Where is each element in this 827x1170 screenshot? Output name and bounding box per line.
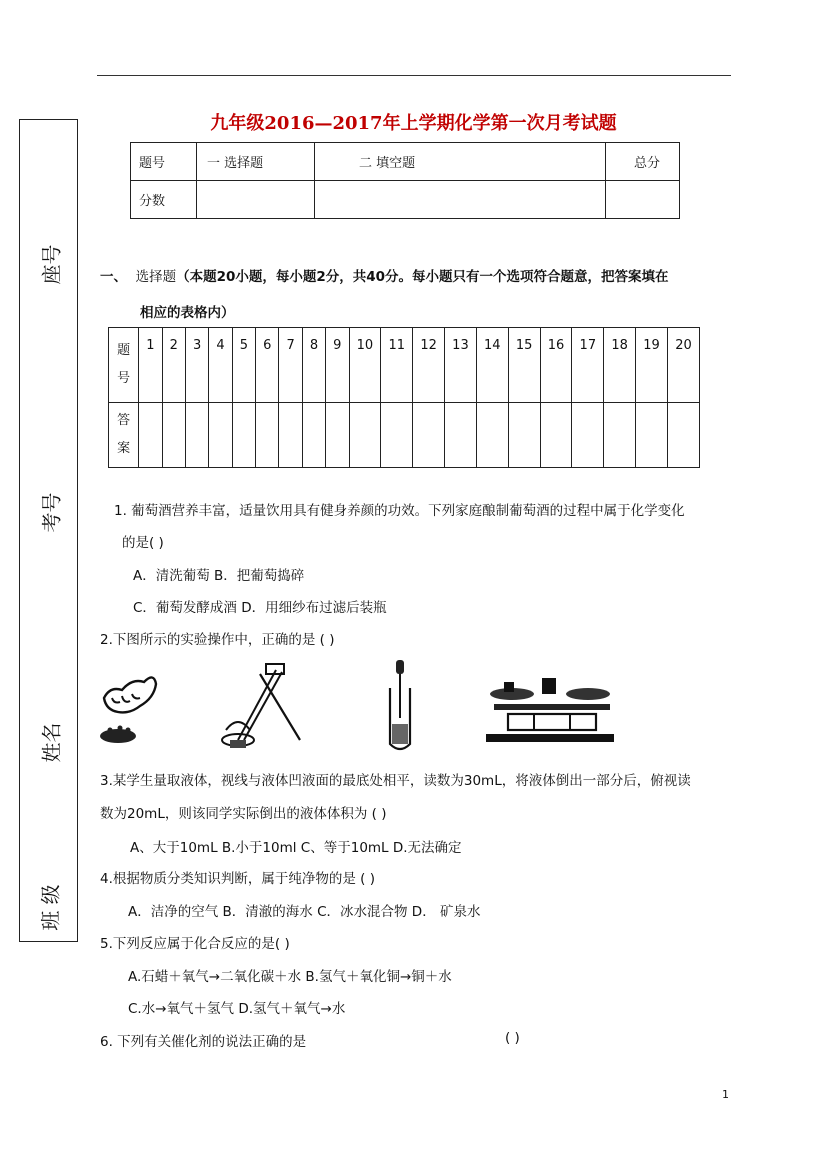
answer-input-cell[interactable] — [139, 403, 162, 468]
score-header-cell: 一 选择题 — [197, 143, 315, 181]
answer-row-label: 题 号 — [109, 328, 139, 403]
test-tube-heating-figure — [216, 660, 308, 750]
answer-input-cell[interactable] — [476, 403, 508, 468]
question-1-options-cd: C．葡萄发酵成酒 D．用细纱布过滤后装瓶 — [133, 600, 387, 616]
student-info-box — [19, 119, 78, 942]
header-rule — [97, 75, 731, 76]
question-6-answer-paren: ( ) — [505, 1030, 520, 1046]
answer-input-cell[interactable] — [185, 403, 208, 468]
answer-number-cell: 7 — [279, 328, 302, 403]
answer-input-cell[interactable] — [413, 403, 445, 468]
score-cell — [606, 181, 680, 219]
answer-number-cell: 2 — [162, 328, 185, 403]
section1-heading-line2: 相应的表格内） — [140, 305, 235, 321]
question-1-cont: 的是( ) — [122, 535, 164, 551]
answer-number-cell: 8 — [302, 328, 325, 403]
answer-number-cell: 3 — [185, 328, 208, 403]
answer-number-cell: 15 — [508, 328, 540, 403]
answer-input-cell[interactable] — [256, 403, 279, 468]
answer-input-cell[interactable] — [667, 403, 699, 468]
seat-number-label: 座号 — [39, 244, 63, 285]
answer-input-cell[interactable] — [508, 403, 540, 468]
answer-input-cell[interactable] — [445, 403, 477, 468]
question-2: 2.下图所示的实验操作中，正确的是 ( ) — [100, 632, 335, 648]
answer-number-cell: 5 — [232, 328, 255, 403]
question-3: 3.某学生量取液体，视线与液体凹液面的最底处相平，读数为30mL，将液体倒出一部分后，俯视读 — [100, 773, 691, 789]
section1-instructions: （本题20小题，每小题2分，共40分。每小题只有一个选项符合题意，把答案填在 — [176, 269, 669, 285]
answer-number-cell: 14 — [476, 328, 508, 403]
exam-number-label: 考号 — [39, 492, 63, 533]
question-5: 5.下列反应属于化合反应的是( ) — [100, 936, 290, 952]
answer-number-cell: 1 — [139, 328, 162, 403]
answer-number-cell: 12 — [413, 328, 445, 403]
answer-number-cell: 17 — [572, 328, 604, 403]
question-1: 1. 葡萄酒营养丰富，适量饮用具有健身养颜的功效。下列家庭酿制葡萄酒的过程中属于化学变化 — [114, 503, 685, 519]
answer-number-cell: 11 — [381, 328, 413, 403]
answer-number-cell: 20 — [667, 328, 699, 403]
answer-number-cell: 10 — [349, 328, 381, 403]
section1-number: 一、 — [100, 269, 127, 285]
exam-title: 九年级2016—2017年上学期化学第一次月考试题 — [210, 113, 617, 134]
page-number: 1 — [722, 1088, 729, 1101]
question-3-options: A、大于10mL B.小于10ml C、等于10mL D.无法确定 — [130, 840, 462, 856]
answer-number-cell: 6 — [256, 328, 279, 403]
answer-input-cell[interactable] — [540, 403, 572, 468]
answer-input-cell[interactable] — [349, 403, 381, 468]
dropper-in-test-tube-figure — [386, 658, 416, 754]
name-label: 姓名 — [39, 722, 63, 763]
class-label: 班 级 — [38, 884, 63, 931]
answer-number-cell: 16 — [540, 328, 572, 403]
question-3-cont: 数为20mL，则该同学实际倒出的液体体积为 ( ) — [100, 806, 387, 822]
answer-input-cell[interactable] — [604, 403, 636, 468]
answer-row-label: 答 案 — [109, 403, 139, 468]
score-table — [130, 142, 680, 219]
answer-number-cell: 4 — [209, 328, 232, 403]
answer-input-cell[interactable] — [636, 403, 668, 468]
score-row-label: 分数 — [131, 181, 197, 219]
section1-heading — [100, 265, 669, 285]
balance-scale-figure — [484, 676, 616, 748]
score-header-cell: 总分 — [606, 143, 680, 181]
question-5-options-ab: A.石蜡＋氧气→二氧化碳＋水 B.氢气＋氧化铜→铜＋水 — [128, 969, 452, 985]
hand-pouring-solid-figure — [96, 668, 160, 748]
answer-input-cell[interactable] — [162, 403, 185, 468]
answer-number-cell: 18 — [604, 328, 636, 403]
answer-input-cell[interactable] — [302, 403, 325, 468]
answer-input-cell[interactable] — [572, 403, 604, 468]
question-5-options-cd: C.水→氧气＋氢气 D.氢气＋氧气→水 — [128, 1001, 346, 1017]
answer-number-cell: 13 — [445, 328, 477, 403]
answer-number-cell: 19 — [636, 328, 668, 403]
answer-table — [108, 327, 700, 468]
answer-input-cell[interactable] — [326, 403, 349, 468]
score-header-cell: 题号 — [131, 143, 197, 181]
question-4: 4.根据物质分类知识判断，属于纯净物的是 ( ) — [100, 871, 375, 887]
answer-number-cell: 9 — [326, 328, 349, 403]
question-1-options-ab: A．清洗葡萄 B．把葡萄捣碎 — [133, 568, 305, 584]
answer-input-cell[interactable] — [381, 403, 413, 468]
answer-input-cell[interactable] — [232, 403, 255, 468]
answer-input-cell[interactable] — [279, 403, 302, 468]
score-header-cell: 二 填空题 — [315, 143, 606, 181]
question-4-options: A．洁净的空气 B．清澈的海水 C．冰水混合物 D． 矿泉水 — [128, 904, 481, 920]
score-cell — [315, 181, 606, 219]
section1-lead: 选择题 — [135, 269, 177, 285]
question-6: 6. 下列有关催化剂的说法正确的是 — [100, 1034, 307, 1050]
score-cell — [197, 181, 315, 219]
answer-input-cell[interactable] — [209, 403, 232, 468]
